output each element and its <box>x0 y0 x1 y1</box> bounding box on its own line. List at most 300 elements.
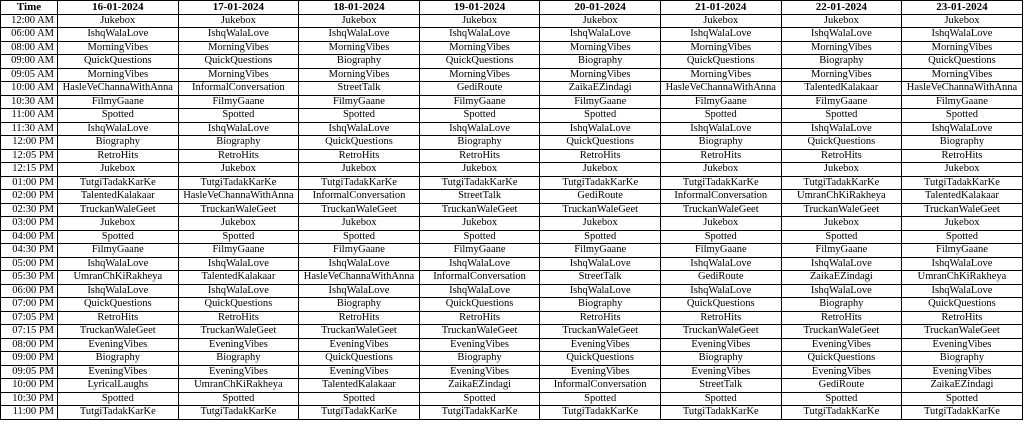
show-cell: Biography <box>178 136 299 150</box>
show-cell: EveningVibes <box>902 365 1023 379</box>
show-cell: EveningVibes <box>660 365 781 379</box>
show-cell: Spotted <box>660 230 781 244</box>
show-cell: IshqWalaLove <box>781 122 902 136</box>
show-cell: TruckanWaleGeet <box>781 203 902 217</box>
show-cell: Jukebox <box>902 14 1023 28</box>
show-cell: IshqWalaLove <box>419 257 540 271</box>
show-cell: StreetTalk <box>660 379 781 393</box>
show-cell: Spotted <box>58 230 179 244</box>
time-cell: 01:00 PM <box>1 176 58 190</box>
show-cell: EveningVibes <box>299 365 420 379</box>
time-cell: 05:30 PM <box>1 271 58 285</box>
show-cell: EveningVibes <box>58 365 179 379</box>
table-row <box>1 365 1023 379</box>
show-cell: TutgiTadakKarKe <box>781 406 902 420</box>
show-cell: Biography <box>902 352 1023 366</box>
show-cell: IshqWalaLove <box>58 257 179 271</box>
schedule-body <box>1 14 1023 419</box>
show-cell: IshqWalaLove <box>902 284 1023 298</box>
show-cell: Jukebox <box>540 163 661 177</box>
show-cell: MorningVibes <box>660 68 781 82</box>
show-cell: EveningVibes <box>540 338 661 352</box>
show-cell: EveningVibes <box>540 365 661 379</box>
show-cell: RetroHits <box>178 149 299 163</box>
show-cell: IshqWalaLove <box>902 257 1023 271</box>
show-cell: FilmyGaane <box>419 244 540 258</box>
show-cell: Biography <box>419 352 540 366</box>
show-cell: RetroHits <box>419 149 540 163</box>
show-cell: FilmyGaane <box>540 95 661 109</box>
table-row <box>1 406 1023 420</box>
date-column-header: 22-01-2024 <box>781 1 902 15</box>
show-cell: FilmyGaane <box>299 244 420 258</box>
show-cell: FilmyGaane <box>540 244 661 258</box>
show-cell: Biography <box>781 298 902 312</box>
table-row <box>1 28 1023 42</box>
date-column-header: 16-01-2024 <box>58 1 179 15</box>
show-cell: Biography <box>540 298 661 312</box>
show-cell: TruckanWaleGeet <box>660 325 781 339</box>
show-cell: TruckanWaleGeet <box>902 203 1023 217</box>
show-cell: HasleVeChannaWithAnna <box>299 271 420 285</box>
show-cell: GediRoute <box>419 82 540 96</box>
show-cell: Spotted <box>902 109 1023 123</box>
show-cell: QuickQuestions <box>419 298 540 312</box>
show-cell: RetroHits <box>299 311 420 325</box>
show-cell: EveningVibes <box>299 338 420 352</box>
show-cell: TutgiTadakKarKe <box>660 176 781 190</box>
show-cell: TruckanWaleGeet <box>540 203 661 217</box>
table-row <box>1 203 1023 217</box>
time-cell: 04:30 PM <box>1 244 58 258</box>
show-cell: InformalConversation <box>540 379 661 393</box>
time-cell: 10:30 PM <box>1 392 58 406</box>
show-cell: Jukebox <box>58 14 179 28</box>
show-cell: TruckanWaleGeet <box>419 325 540 339</box>
show-cell: Biography <box>58 136 179 150</box>
show-cell: QuickQuestions <box>781 136 902 150</box>
show-cell: IshqWalaLove <box>58 284 179 298</box>
show-cell: MorningVibes <box>902 41 1023 55</box>
show-cell: IshqWalaLove <box>178 122 299 136</box>
time-cell: 02:00 PM <box>1 190 58 204</box>
show-cell: Biography <box>299 55 420 69</box>
show-cell: MorningVibes <box>781 68 902 82</box>
show-cell: Biography <box>781 55 902 69</box>
show-cell: Biography <box>419 136 540 150</box>
show-cell: TruckanWaleGeet <box>178 203 299 217</box>
time-cell: 09:00 AM <box>1 55 58 69</box>
show-cell: RetroHits <box>902 149 1023 163</box>
table-row <box>1 109 1023 123</box>
show-cell: Biography <box>299 298 420 312</box>
show-cell: QuickQuestions <box>902 298 1023 312</box>
show-cell: TalentedKalakaar <box>58 190 179 204</box>
date-column-header: 17-01-2024 <box>178 1 299 15</box>
show-cell: Jukebox <box>299 14 420 28</box>
time-cell: 02:30 PM <box>1 203 58 217</box>
show-cell: GediRoute <box>660 271 781 285</box>
show-cell: RetroHits <box>660 149 781 163</box>
table-row <box>1 311 1023 325</box>
time-cell: 06:00 PM <box>1 284 58 298</box>
show-cell: QuickQuestions <box>902 55 1023 69</box>
table-row <box>1 95 1023 109</box>
show-cell: FilmyGaane <box>902 95 1023 109</box>
table-row <box>1 325 1023 339</box>
show-cell: Jukebox <box>419 163 540 177</box>
show-cell: MorningVibes <box>299 68 420 82</box>
show-cell: TalentedKalakaar <box>299 379 420 393</box>
show-cell: RetroHits <box>660 311 781 325</box>
table-row <box>1 55 1023 69</box>
time-cell: 12:00 PM <box>1 136 58 150</box>
show-cell: Jukebox <box>419 217 540 231</box>
show-cell: Biography <box>660 136 781 150</box>
show-cell: QuickQuestions <box>660 298 781 312</box>
time-cell: 09:00 PM <box>1 352 58 366</box>
show-cell: EveningVibes <box>419 365 540 379</box>
show-cell: IshqWalaLove <box>660 122 781 136</box>
show-cell: TutgiTadakKarKe <box>419 406 540 420</box>
show-cell: IshqWalaLove <box>419 284 540 298</box>
show-cell: Jukebox <box>58 217 179 231</box>
show-cell: MorningVibes <box>178 68 299 82</box>
time-cell: 08:00 AM <box>1 41 58 55</box>
show-cell: Biography <box>178 352 299 366</box>
show-cell: QuickQuestions <box>781 352 902 366</box>
show-cell: HasleVeChannaWithAnna <box>902 82 1023 96</box>
show-cell: Spotted <box>902 230 1023 244</box>
show-cell: StreetTalk <box>419 190 540 204</box>
table-row <box>1 230 1023 244</box>
show-cell: ZaikaEZindagi <box>540 82 661 96</box>
table-row <box>1 176 1023 190</box>
show-cell: MorningVibes <box>58 41 179 55</box>
time-cell: 04:00 PM <box>1 230 58 244</box>
date-column-header: 19-01-2024 <box>419 1 540 15</box>
show-cell: TruckanWaleGeet <box>660 203 781 217</box>
table-row <box>1 257 1023 271</box>
show-cell: Spotted <box>419 109 540 123</box>
show-cell: IshqWalaLove <box>660 28 781 42</box>
show-cell: IshqWalaLove <box>299 257 420 271</box>
table-row <box>1 14 1023 28</box>
show-cell: TutgiTadakKarKe <box>58 406 179 420</box>
show-cell: TruckanWaleGeet <box>299 325 420 339</box>
show-cell: TutgiTadakKarKe <box>540 176 661 190</box>
show-cell: HasleVeChannaWithAnna <box>58 82 179 96</box>
show-cell: TutgiTadakKarKe <box>58 176 179 190</box>
show-cell: Biography <box>540 55 661 69</box>
show-cell: GediRoute <box>781 379 902 393</box>
show-cell: Jukebox <box>419 14 540 28</box>
show-cell: RetroHits <box>781 311 902 325</box>
show-cell: Jukebox <box>781 163 902 177</box>
time-cell: 09:05 PM <box>1 365 58 379</box>
show-cell: Jukebox <box>540 14 661 28</box>
show-cell: Jukebox <box>660 163 781 177</box>
show-cell: Jukebox <box>660 217 781 231</box>
table-row <box>1 82 1023 96</box>
show-cell: FilmyGaane <box>178 95 299 109</box>
show-cell: MorningVibes <box>781 41 902 55</box>
show-cell: Jukebox <box>902 217 1023 231</box>
show-cell: TutgiTadakKarKe <box>540 406 661 420</box>
show-cell: MorningVibes <box>419 41 540 55</box>
show-cell: MorningVibes <box>540 41 661 55</box>
table-row <box>1 338 1023 352</box>
show-cell: Biography <box>660 352 781 366</box>
show-cell: TutgiTadakKarKe <box>178 176 299 190</box>
show-cell: IshqWalaLove <box>178 284 299 298</box>
time-cell: 12:15 PM <box>1 163 58 177</box>
show-cell: EveningVibes <box>902 338 1023 352</box>
show-cell: IshqWalaLove <box>781 28 902 42</box>
show-cell: Jukebox <box>540 217 661 231</box>
time-cell: 10:00 AM <box>1 82 58 96</box>
header-row <box>1 1 1023 15</box>
show-cell: RetroHits <box>781 149 902 163</box>
show-cell: ZaikaEZindagi <box>419 379 540 393</box>
show-cell: Spotted <box>299 392 420 406</box>
show-cell: IshqWalaLove <box>660 284 781 298</box>
table-row <box>1 284 1023 298</box>
show-cell: RetroHits <box>58 311 179 325</box>
show-cell: ZaikaEZindagi <box>902 379 1023 393</box>
show-cell: QuickQuestions <box>178 55 299 69</box>
time-cell: 11:00 AM <box>1 109 58 123</box>
show-cell: Jukebox <box>178 14 299 28</box>
show-cell: Spotted <box>660 109 781 123</box>
show-cell: Jukebox <box>299 163 420 177</box>
table-row <box>1 163 1023 177</box>
show-cell: LyricalLaughs <box>58 379 179 393</box>
show-cell: RetroHits <box>58 149 179 163</box>
show-cell: IshqWalaLove <box>299 122 420 136</box>
show-cell: IshqWalaLove <box>58 28 179 42</box>
show-cell: ZaikaEZindagi <box>781 271 902 285</box>
show-cell: Jukebox <box>178 163 299 177</box>
show-cell: Spotted <box>540 392 661 406</box>
show-cell: Spotted <box>781 109 902 123</box>
show-cell: MorningVibes <box>419 68 540 82</box>
show-cell: TruckanWaleGeet <box>178 325 299 339</box>
show-cell: TutgiTadakKarKe <box>781 176 902 190</box>
time-cell: 05:00 PM <box>1 257 58 271</box>
show-cell: Jukebox <box>299 217 420 231</box>
show-cell: IshqWalaLove <box>781 284 902 298</box>
show-cell: TruckanWaleGeet <box>58 203 179 217</box>
table-row <box>1 149 1023 163</box>
show-cell: Spotted <box>419 392 540 406</box>
show-cell: MorningVibes <box>178 41 299 55</box>
show-cell: TruckanWaleGeet <box>781 325 902 339</box>
show-cell: FilmyGaane <box>419 95 540 109</box>
time-cell: 09:05 AM <box>1 68 58 82</box>
show-cell: QuickQuestions <box>540 352 661 366</box>
show-cell: Spotted <box>178 230 299 244</box>
show-cell: QuickQuestions <box>660 55 781 69</box>
show-cell: Spotted <box>902 392 1023 406</box>
show-cell: IshqWalaLove <box>178 257 299 271</box>
show-cell: FilmyGaane <box>902 244 1023 258</box>
show-cell: TruckanWaleGeet <box>902 325 1023 339</box>
show-cell: QuickQuestions <box>299 352 420 366</box>
show-cell: UmranChKiRakheya <box>58 271 179 285</box>
date-column-header: 20-01-2024 <box>540 1 661 15</box>
show-cell: Spotted <box>781 392 902 406</box>
show-cell: UmranChKiRakheya <box>781 190 902 204</box>
show-cell: Jukebox <box>660 14 781 28</box>
show-cell: MorningVibes <box>902 68 1023 82</box>
show-cell: EveningVibes <box>178 338 299 352</box>
show-cell: Spotted <box>178 392 299 406</box>
show-cell: Spotted <box>781 230 902 244</box>
show-cell: FilmyGaane <box>781 95 902 109</box>
show-cell: QuickQuestions <box>540 136 661 150</box>
time-cell: 07:00 PM <box>1 298 58 312</box>
show-cell: Spotted <box>299 109 420 123</box>
time-cell: 11:00 PM <box>1 406 58 420</box>
show-cell: FilmyGaane <box>299 95 420 109</box>
show-cell: MorningVibes <box>58 68 179 82</box>
show-cell: TutgiTadakKarKe <box>660 406 781 420</box>
time-cell: 07:05 PM <box>1 311 58 325</box>
show-cell: TalentedKalakaar <box>781 82 902 96</box>
show-cell: TutgiTadakKarKe <box>902 406 1023 420</box>
show-cell: StreetTalk <box>540 271 661 285</box>
show-cell: TalentedKalakaar <box>902 190 1023 204</box>
time-cell: 12:00 AM <box>1 14 58 28</box>
show-cell: Biography <box>58 352 179 366</box>
show-cell: FilmyGaane <box>660 95 781 109</box>
show-cell: RetroHits <box>419 311 540 325</box>
date-column-header: 21-01-2024 <box>660 1 781 15</box>
show-cell: TruckanWaleGeet <box>58 325 179 339</box>
time-cell: 08:00 PM <box>1 338 58 352</box>
time-cell: 12:05 PM <box>1 149 58 163</box>
show-cell: RetroHits <box>178 311 299 325</box>
show-cell: Spotted <box>299 230 420 244</box>
show-cell: MorningVibes <box>299 41 420 55</box>
time-cell: 11:30 AM <box>1 122 58 136</box>
show-cell: MorningVibes <box>660 41 781 55</box>
table-row <box>1 217 1023 231</box>
show-cell: IshqWalaLove <box>58 122 179 136</box>
show-cell: IshqWalaLove <box>299 284 420 298</box>
show-cell: QuickQuestions <box>178 298 299 312</box>
show-cell: Jukebox <box>58 163 179 177</box>
time-column-header: Time <box>1 1 58 15</box>
show-cell: EveningVibes <box>781 338 902 352</box>
show-cell: RetroHits <box>540 311 661 325</box>
date-column-header: 23-01-2024 <box>902 1 1023 15</box>
show-cell: InformalConversation <box>178 82 299 96</box>
show-cell: EveningVibes <box>781 365 902 379</box>
show-cell: Biography <box>902 136 1023 150</box>
table-row <box>1 136 1023 150</box>
show-cell: FilmyGaane <box>660 244 781 258</box>
show-cell: HasleVeChannaWithAnna <box>660 82 781 96</box>
show-cell: EveningVibes <box>58 338 179 352</box>
show-cell: Spotted <box>58 109 179 123</box>
show-cell: Jukebox <box>781 14 902 28</box>
table-row <box>1 122 1023 136</box>
show-cell: Jukebox <box>902 163 1023 177</box>
show-cell: IshqWalaLove <box>419 122 540 136</box>
show-cell: Spotted <box>58 392 179 406</box>
show-cell: Spotted <box>419 230 540 244</box>
show-cell: Spotted <box>540 109 661 123</box>
show-cell: TruckanWaleGeet <box>540 325 661 339</box>
show-cell: IshqWalaLove <box>781 257 902 271</box>
show-cell: TutgiTadakKarKe <box>419 176 540 190</box>
table-row <box>1 352 1023 366</box>
show-cell: TutgiTadakKarKe <box>299 176 420 190</box>
show-cell: StreetTalk <box>299 82 420 96</box>
show-cell: IshqWalaLove <box>178 28 299 42</box>
show-cell: EveningVibes <box>419 338 540 352</box>
time-cell: 07:15 PM <box>1 325 58 339</box>
show-cell: Jukebox <box>781 217 902 231</box>
show-cell: TalentedKalakaar <box>178 271 299 285</box>
show-cell: IshqWalaLove <box>540 28 661 42</box>
show-cell: RetroHits <box>902 311 1023 325</box>
show-cell: IshqWalaLove <box>902 28 1023 42</box>
time-cell: 10:30 AM <box>1 95 58 109</box>
table-row <box>1 379 1023 393</box>
show-cell: GediRoute <box>540 190 661 204</box>
show-cell: FilmyGaane <box>58 244 179 258</box>
time-cell: 10:00 PM <box>1 379 58 393</box>
show-cell: TruckanWaleGeet <box>419 203 540 217</box>
show-cell: UmranChKiRakheya <box>902 271 1023 285</box>
show-cell: FilmyGaane <box>58 95 179 109</box>
show-cell: Jukebox <box>178 217 299 231</box>
show-cell: InformalConversation <box>660 190 781 204</box>
date-column-header: 18-01-2024 <box>299 1 420 15</box>
show-cell: FilmyGaane <box>178 244 299 258</box>
show-cell: TutgiTadakKarKe <box>299 406 420 420</box>
show-cell: EveningVibes <box>178 365 299 379</box>
show-cell: EveningVibes <box>660 338 781 352</box>
show-cell: MorningVibes <box>540 68 661 82</box>
time-cell: 06:00 AM <box>1 28 58 42</box>
table-row <box>1 68 1023 82</box>
show-cell: UmranChKiRakheya <box>178 379 299 393</box>
show-cell: RetroHits <box>299 149 420 163</box>
time-cell: 03:00 PM <box>1 217 58 231</box>
show-cell: HasleVeChannaWithAnna <box>178 190 299 204</box>
show-cell: FilmyGaane <box>781 244 902 258</box>
show-cell: InformalConversation <box>299 190 420 204</box>
show-cell: IshqWalaLove <box>660 257 781 271</box>
show-cell: IshqWalaLove <box>902 122 1023 136</box>
show-cell: QuickQuestions <box>58 298 179 312</box>
table-row <box>1 190 1023 204</box>
table-row <box>1 41 1023 55</box>
show-cell: QuickQuestions <box>419 55 540 69</box>
show-cell: InformalConversation <box>419 271 540 285</box>
show-cell: IshqWalaLove <box>540 284 661 298</box>
show-cell: TutgiTadakKarKe <box>902 176 1023 190</box>
show-cell: RetroHits <box>540 149 661 163</box>
show-cell: Spotted <box>540 230 661 244</box>
show-cell: IshqWalaLove <box>419 28 540 42</box>
show-cell: TruckanWaleGeet <box>299 203 420 217</box>
show-cell: Spotted <box>178 109 299 123</box>
